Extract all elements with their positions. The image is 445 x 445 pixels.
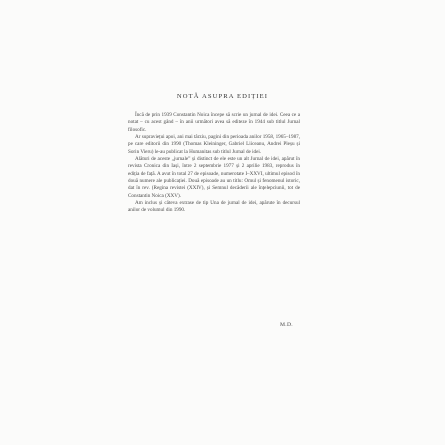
- body-text: [128, 112, 300, 215]
- author-initials: M.D.: [280, 322, 294, 328]
- paragraph: Am inclus și câteva extrase de tip Una de jurnal de idei, apărute în decursul anilor de volumul din 1990.: [128, 200, 300, 214]
- paragraph: Alături de aceste „jurnale” și distinct de ele este un alt Jurnal de idei, apărut în revista Cronica din Iași, între 2 septembrie 1977 și 2 aprilie 1983, reprodus în ediția de față. A avut în total 27 de episoade, numerotate I–XXVI, ultimul episod în două numere ale publicației. Două episoade au un titlu: Omul și fenomenul istoric, dat în rev. (Regina revistei (XXIV), și Semnul decăderii ale înțelepciunii, tot de Constantin Noica (XXV).: [128, 156, 300, 199]
- page-title: NOTĂ ASUPRA EDIȚIEI: [176, 93, 269, 100]
- paragraph: Încă de prin 1939 Constantin Noica începe să scrie un jurnal de idei. Ceea ce a notat – cu acest gând – în anii următori avea să editeze în 1944 sub titlul Jurnal filosofic.: [128, 112, 300, 133]
- paragraph: Ar supraviețui apoi, ani mai târziu, pagini din perioada anilor 1958, 1965–1987, pe care editorii din 1990 (Thomas Kleininger, Gabriel Liiceanu, Andrei Pleșu și Sorin Vieru) le-au publicat la Humanitas sub titlul Jurnal de idei.: [128, 134, 300, 155]
